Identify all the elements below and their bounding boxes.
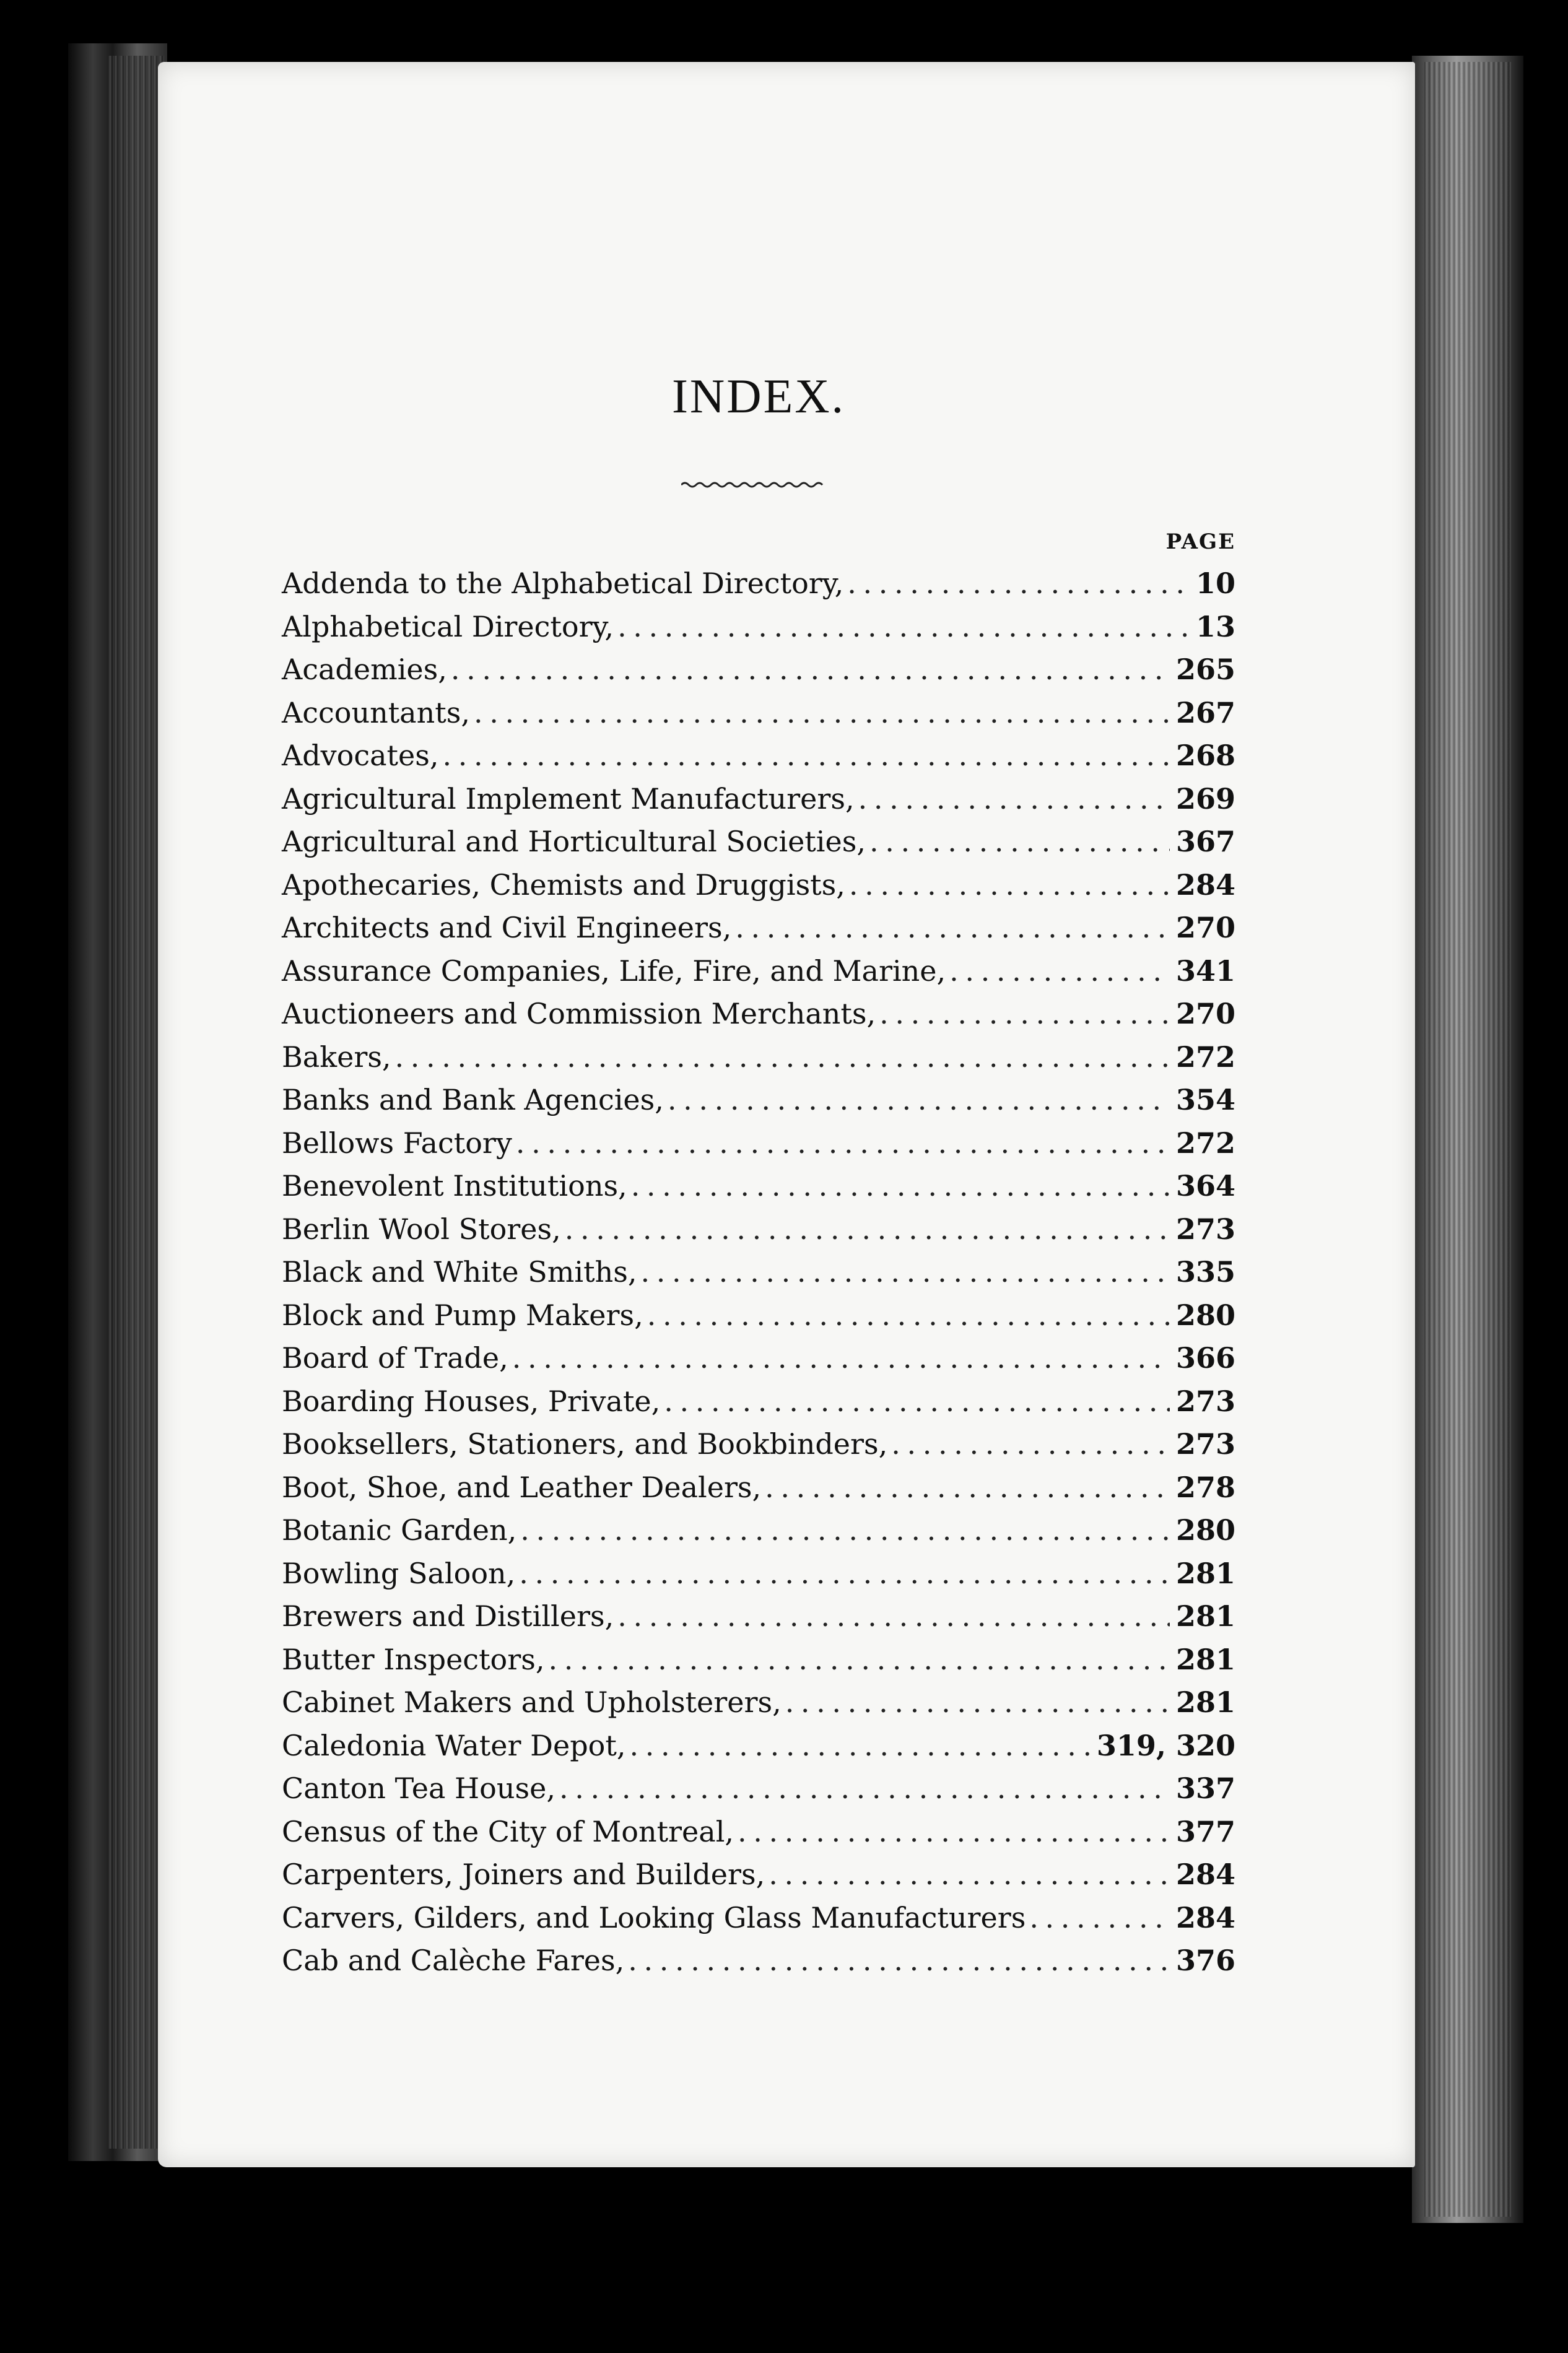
index-entry — [282, 606, 1235, 649]
dot-leader — [617, 1595, 1170, 1638]
dot-leader — [769, 1853, 1170, 1897]
index-entry-label: Brewers and Distillers, — [282, 1599, 614, 1633]
index-entry-page-number: 268 — [1175, 739, 1235, 772]
dot-leader — [735, 907, 1170, 950]
index-entry — [282, 820, 1235, 864]
book-edge-texture — [1424, 62, 1511, 2217]
dot-leader — [631, 1165, 1170, 1208]
index-entry — [282, 1208, 1235, 1251]
index-entry — [282, 1853, 1235, 1897]
index-entry-label: Booksellers, Stationers, and Bookbinders, — [282, 1427, 888, 1461]
index-entry — [282, 692, 1235, 735]
index-entry-label: Carpenters, Joiners and Builders, — [282, 1858, 765, 1891]
index-entry-label: Bellows Factory — [282, 1126, 512, 1160]
index-entry-page-number: 284 — [1175, 1900, 1235, 1934]
index-entry — [282, 562, 1235, 606]
index-entry-list — [282, 562, 1235, 1983]
index-entry-label: Benevolent Institutions, — [282, 1169, 627, 1203]
index-entry — [282, 950, 1235, 993]
index-entry — [282, 1939, 1235, 1983]
dot-leader — [395, 1036, 1170, 1079]
index-entry-page-number: 337 — [1175, 1772, 1235, 1805]
index-entry-label: Banks and Bank Agencies, — [282, 1083, 664, 1116]
index-entry-label: Butter Inspectors, — [282, 1642, 545, 1676]
index-entry-label: Botanic Garden, — [282, 1513, 517, 1547]
dot-leader — [949, 950, 1170, 993]
index-entry-page-number: 377 — [1175, 1814, 1235, 1848]
index-entry-label: Boot, Shoe, and Leather Dealers, — [282, 1470, 762, 1504]
dot-leader — [474, 692, 1170, 735]
dot-leader — [869, 820, 1170, 864]
index-entry-page-number: 10 — [1195, 567, 1235, 600]
index-entry — [282, 1681, 1235, 1725]
index-entry-label: Accountants, — [282, 695, 470, 729]
index-entry-label: Boarding Houses, Private, — [282, 1384, 661, 1418]
index-entry-page-number: 366 — [1175, 1341, 1235, 1375]
index-entry-page-number: 280 — [1175, 1513, 1235, 1547]
index-entry — [282, 778, 1235, 821]
index-entry-label: Block and Pump Makers, — [282, 1298, 643, 1332]
dot-leader — [738, 1811, 1170, 1854]
index-entry-label: Apothecaries, Chemists and Druggists, — [282, 868, 845, 902]
index-entry-label: Auctioneers and Commission Merchants, — [282, 997, 876, 1030]
index-entry — [282, 1595, 1235, 1638]
index-entry-label: Cabinet Makers and Upholsterers, — [282, 1685, 782, 1719]
index-entry-page-number: 13 — [1195, 609, 1235, 643]
index-entry-page-number: 265 — [1175, 653, 1235, 686]
index-entry — [282, 1811, 1235, 1854]
index-entry — [282, 1552, 1235, 1596]
dot-leader — [668, 1079, 1170, 1122]
index-entry — [282, 1509, 1235, 1552]
dot-leader — [628, 1939, 1170, 1983]
index-entry — [282, 864, 1235, 907]
index-entry — [282, 1165, 1235, 1208]
index-entry-label: Assurance Companies, Life, Fire, and Marine, — [282, 954, 946, 988]
dot-leader — [559, 1767, 1170, 1811]
index-entry-page-number: 272 — [1175, 1126, 1235, 1160]
index-entry-page-number: 319, 320 — [1096, 1728, 1235, 1762]
index-entry — [282, 1423, 1235, 1466]
index-entry-page-number: 281 — [1175, 1642, 1235, 1676]
index-entry-page-number: 267 — [1175, 695, 1235, 729]
index-entry — [282, 1294, 1235, 1337]
index-entry — [282, 993, 1235, 1036]
index-entry-page-number: 270 — [1175, 997, 1235, 1030]
dot-leader — [640, 1251, 1170, 1294]
index-entry — [282, 1337, 1235, 1380]
index-entry-label: Cab and Calèche Fares, — [282, 1944, 625, 1977]
dot-leader — [519, 1552, 1170, 1596]
dot-leader — [548, 1638, 1170, 1682]
index-entry-page-number: 278 — [1175, 1470, 1235, 1504]
index-entry-label: Agricultural Implement Manufacturers, — [282, 781, 855, 816]
index-entry-page-number: 284 — [1175, 1858, 1235, 1891]
index-entry — [282, 1079, 1235, 1122]
index-entry-page-number: 273 — [1175, 1212, 1235, 1246]
page-column-header: PAGE — [1165, 529, 1235, 554]
index-entry — [282, 907, 1235, 950]
dot-leader — [891, 1423, 1170, 1466]
book-spine-texture — [108, 56, 164, 2149]
index-entry-label: Bowling Saloon, — [282, 1556, 516, 1590]
dot-leader — [565, 1208, 1170, 1251]
index-entry-label: Addenda to the Alphabetical Directory, — [282, 567, 844, 600]
dot-leader — [442, 734, 1169, 778]
index-entry — [282, 1466, 1235, 1510]
index-entry-page-number: 335 — [1175, 1255, 1235, 1289]
dot-leader — [765, 1466, 1170, 1510]
index-entry-page-number: 364 — [1175, 1169, 1235, 1203]
wavy-rule-ornament — [681, 480, 824, 490]
dot-leader — [647, 1294, 1170, 1337]
index-entry-label: Canton Tea House, — [282, 1772, 555, 1805]
index-entry-page-number: 270 — [1175, 911, 1235, 944]
index-entry-page-number: 273 — [1175, 1427, 1235, 1461]
index-entry-page-number: 273 — [1175, 1384, 1235, 1418]
index-entry-label: Board of Trade, — [282, 1341, 508, 1375]
index-entry-label: Carvers, Gilders, and Looking Glass Manufacturers — [282, 1900, 1026, 1934]
dot-leader — [849, 864, 1170, 907]
index-entry-label: Berlin Wool Stores, — [282, 1212, 561, 1246]
index-entry-page-number: 281 — [1175, 1556, 1235, 1590]
index-entry — [282, 1767, 1235, 1811]
index-entry-label: Caledonia Water Depot, — [282, 1728, 626, 1762]
index-entry — [282, 648, 1235, 692]
index-entry-page-number: 280 — [1175, 1298, 1235, 1332]
dot-leader — [664, 1380, 1170, 1424]
index-entry-page-number: 281 — [1175, 1599, 1235, 1633]
dot-leader — [847, 562, 1190, 606]
index-entry-page-number: 376 — [1175, 1944, 1235, 1977]
dot-leader — [520, 1509, 1170, 1552]
index-entry-label: Census of the City of Montreal, — [282, 1814, 734, 1848]
dot-leader — [858, 778, 1170, 821]
dot-leader — [879, 993, 1170, 1036]
page-title: INDEX. — [671, 369, 846, 423]
index-entry-page-number: 367 — [1175, 825, 1235, 858]
index-entry-label: Architects and Civil Engineers, — [282, 911, 732, 944]
dot-leader — [512, 1337, 1170, 1380]
index-entry-label: Black and White Smiths, — [282, 1255, 637, 1289]
index-entry — [282, 1122, 1235, 1165]
index-entry-page-number: 269 — [1175, 781, 1235, 816]
dot-leader — [629, 1725, 1090, 1768]
index-entry-label: Academies, — [282, 653, 447, 686]
index-entry-label: Advocates, — [282, 739, 439, 772]
index-entry — [282, 1251, 1235, 1294]
dot-leader — [451, 648, 1170, 692]
index-entry-page-number: 281 — [1175, 1685, 1235, 1719]
index-entry-page-number: 354 — [1175, 1083, 1235, 1116]
index-entry-label: Agricultural and Horticultural Societies, — [282, 825, 866, 858]
index-entry — [282, 1036, 1235, 1079]
index-entry-label: Alphabetical Directory, — [282, 609, 614, 643]
index-entry-page-number: 341 — [1175, 954, 1235, 988]
dot-leader — [617, 606, 1190, 649]
dot-leader — [516, 1122, 1170, 1165]
index-entry — [282, 734, 1235, 778]
index-entry — [282, 1380, 1235, 1424]
index-entry — [282, 1725, 1235, 1768]
dot-leader — [1029, 1897, 1170, 1940]
index-entry — [282, 1897, 1235, 1940]
index-entry-label: Bakers, — [282, 1040, 391, 1074]
index-entry-page-number: 284 — [1175, 868, 1235, 902]
dot-leader — [785, 1681, 1170, 1725]
index-entry-page-number: 272 — [1175, 1040, 1235, 1074]
index-entry — [282, 1638, 1235, 1682]
